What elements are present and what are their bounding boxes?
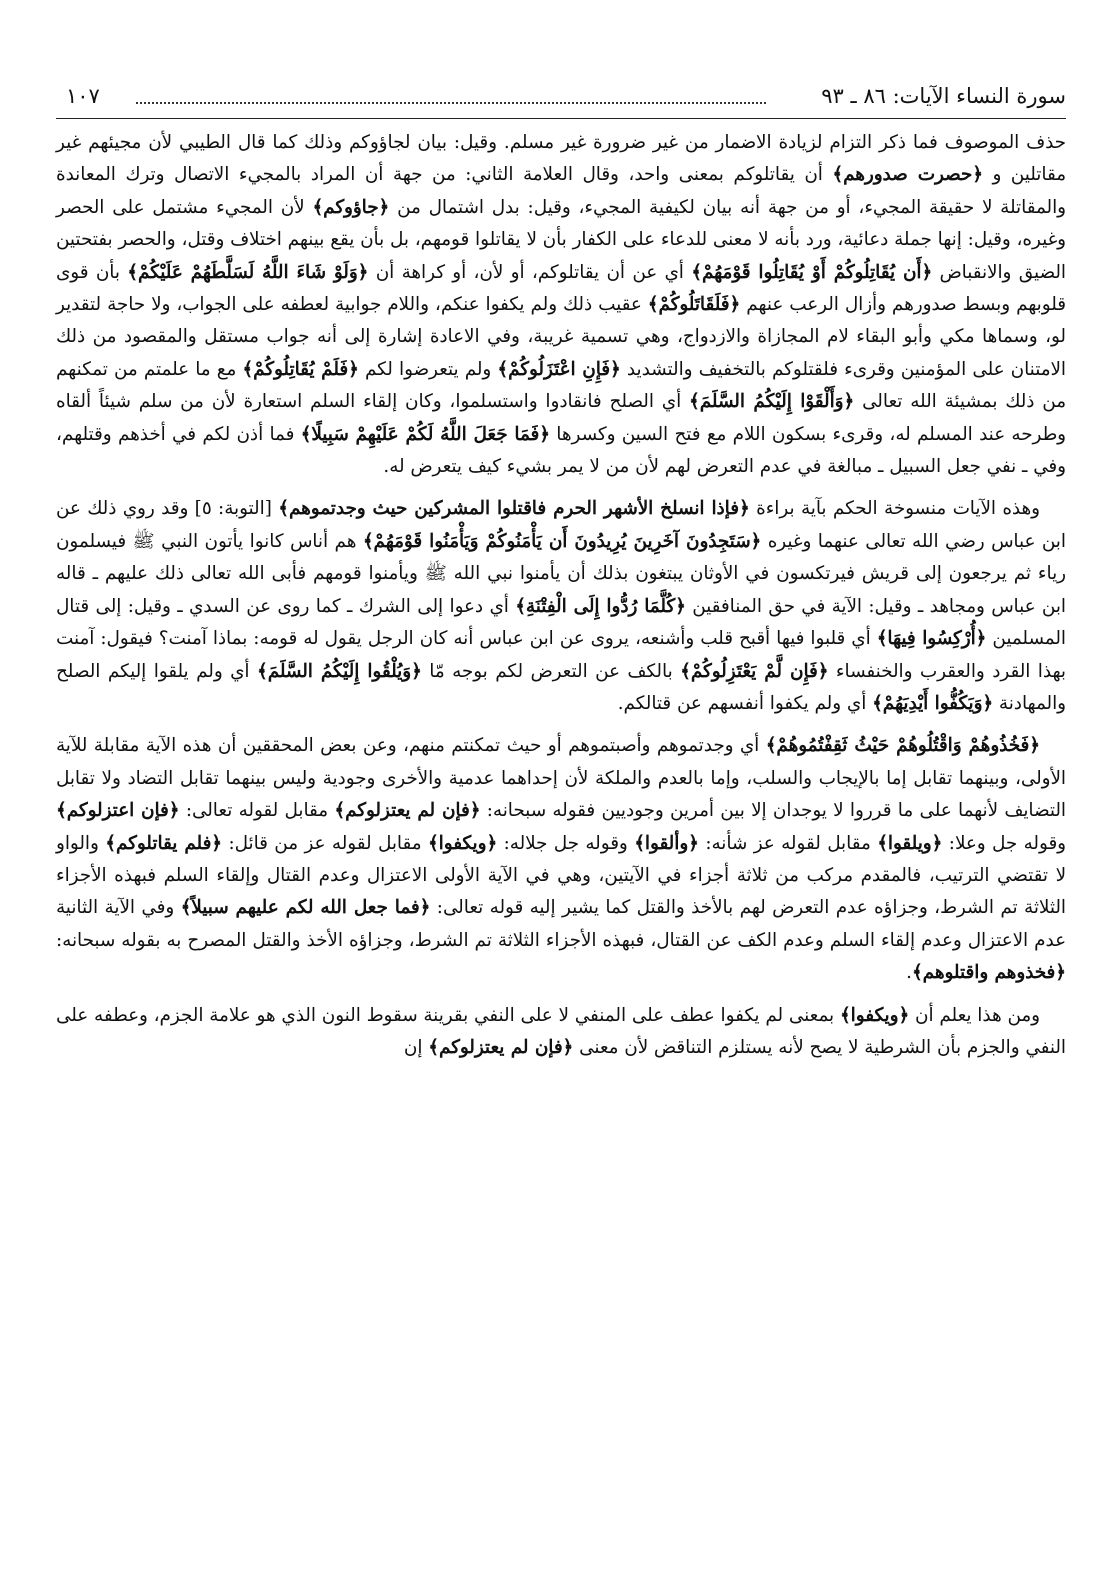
paragraph <box>56 493 1066 720</box>
text-run: لأن المجيء مشتمل على الحصر وغيره، وقيل: إنها جملة دعائية، ورد بأنه لا معنى للدعاء على الكفار بأن لا يقاتلوا قومهم، بل بأن يقع بينهم اختلاف وقتل، والحصر بفتحتين الضيق والانقباض <box>56 196 1066 283</box>
quran-quote: ﴿وَأَلْقَوْا إِلَيْكُمُ السَّلَمَ﴾ <box>689 391 855 413</box>
quran-quote: ﴿أُرْكِسُوا فِيهَا﴾ <box>876 628 987 650</box>
paragraph <box>56 1000 1066 1065</box>
text-run: حذف الموصوف فما ذكر التزام لزيادة الاضمار من غير ضرورة غير مسلم. وقيل: بيان لجاؤوكم وذلك كما قال الطيبي لأن مجيئهم غير مقاتلين و <box>56 132 1066 186</box>
page <box>56 78 1066 1074</box>
text-run: أي ولم يكفوا أنفسهم عن قتالكم. <box>617 692 873 714</box>
running-title: سورة النساء الآيات: ٨٦ ـ ٩٣ <box>821 84 1066 108</box>
quran-quote: ﴿فإذا انسلخ الأشهر الحرم فاقتلوا المشركين حيث وجدتموهم﴾ <box>278 498 750 520</box>
body-text <box>56 127 1066 1064</box>
text-run: وفي الآية الثانية عدم الاعتزال وعدم إلقاء السلم وعدم الكف عن القتال، فبهذه الأجزاء الثلاثة تم الشرط، وجزاؤه الأخذ والقتل المصرح به بقوله سبحانه: <box>56 897 1066 951</box>
quran-quote: ﴿ويلقوا﴾ <box>877 832 943 854</box>
text-run: [التوبة: ٥] وقد روي ذلك عن ابن عباس رضي الله تعالى عنهما وغيره <box>56 498 1066 552</box>
leader-dots <box>136 102 766 104</box>
text-run: وهذه الآيات منسوخة الحكم بآية براءة <box>749 498 1040 520</box>
quran-quote: ﴿وَيُلْقُوا إِلَيْكُمُ السَّلَمَ﴾ <box>256 660 422 682</box>
text-run: وقوله جل وعلا: <box>942 832 1067 854</box>
quran-quote: ﴿فإن اعتزلوكم﴾ <box>56 800 180 822</box>
text-run: أي وجدتموهم وأصبتموهم أو حيث تمكنتم منهم، وعن بعض المحققين أن هذه الآية مقابلة للآية الأولى، وبينهما تقابل إما بالإيجاب والسلب، وإما بالعدم والملكة لأن إحداهما عدمية والأخرى وجودية وليس بينهما تقابل التضاد ولا تقابل التضايف لأنهما على ما قرروا لا يوجدان إلا بين أمرين وجوديين فقوله سبحانه: <box>56 735 1066 822</box>
text-run: أي الصلح فانقادوا واستسلموا، وكان إلقاء السلم استعارة لأن من سلم شيئاً ألقاه وطرحه عند المسلم له، وقرىء بسكون اللام مع فتح السين وكسرها <box>56 391 1066 445</box>
quran-quote: ﴿فلم يقاتلوكم﴾ <box>105 832 223 854</box>
text-run: أي ولم يلقوا إليكم الصلح والمهادنة <box>56 660 1066 714</box>
text-run: ولم يتعرضوا لكم <box>358 358 498 380</box>
quran-quote: ﴿ويكفوا﴾ <box>839 1004 910 1026</box>
text-run: أي دعوا إلى الشرك ـ كما روى عن السدي ـ وقيل: إلى قتال المسلمين <box>56 595 1066 650</box>
page-header <box>56 78 1066 119</box>
quran-quote: ﴿فَإِن لَّمْ يَعْتَزِلُوكُمْ﴾ <box>680 660 829 682</box>
text-run: بأن قوى قلوبهم وبسط صدورهم وأزال الرعب عنهم <box>56 261 1066 316</box>
text-run: عقيب ذلك ولم يكفوا عنكم، واللام جوابية لعطفه على الجواب، ولا حاجة لتقدير لو، وسماها مكي وأبو البقاء لام المجازاة والازدواج، وهي تسمية غريبة، وفي الاعادة إشارة إلى أنه جواب مستقل والمقصود من ذلك الامتنان على المؤمنين وقرىء فلقتلوكم بالتخفيف والتشديد <box>56 294 1067 380</box>
quran-quote: ﴿فَلَمْ يُقَاتِلُوكُمْ﴾ <box>242 358 359 380</box>
quran-quote: ﴿كُلَّمَا رُدُّوا إِلَى الْفِتْنَةِ﴾ <box>515 595 686 617</box>
quran-quote: ﴿فخذوهم واقتلوهم﴾ <box>911 962 1066 984</box>
quran-quote: ﴿حصرت صدورهم﴾ <box>832 164 983 186</box>
quran-quote: ﴿فَإِنِ اعْتَزَلُوكُمْ﴾ <box>497 358 621 380</box>
text-run: فما أذن لكم في أخذهم وقتلهم، وفي ـ نفي جعل السبيل ـ مبالغة في عدم التعرض لهم لأن من لا يمر بشيء كيف يتعرض له. <box>56 423 1066 478</box>
text-run: إن <box>403 1036 429 1058</box>
quran-quote: ﴿جاؤوكم﴾ <box>312 196 390 218</box>
quran-quote: ﴿فَلَقَاتَلُوكُمْ﴾ <box>647 294 741 316</box>
text-run: مقابل لقوله عز شأنه: <box>698 832 878 854</box>
paragraph <box>56 127 1066 483</box>
quran-quote: ﴿فما جعل الله لكم عليهم سبيلاً﴾ <box>180 897 431 919</box>
text-run: هم أناس كانوا يأتون النبي ﷺ فيسلمون رياء ثم يرجعون إلى قريش فيرتكسون في الأوثان يبتغون بذلك أن يأمنوا نبي الله ﷺ ويأمنوا قومهم فأبى الله تعالى ذلك عليهم ـ قاله ابن عباس ومجاهد ـ وقيل: الآية في حق المنافقين <box>56 530 1066 617</box>
text-run: أي قلبوا فيها أقبح قلب وأشنعه، يروى عن ابن عباس أنه كان الرجل يقول له قومه: بماذا آمنت؟ فيقول: آمنت بهذا القرد والعقرب والخنفساء <box>56 628 1067 682</box>
quran-quote: ﴿فإن لم يعتزلوكم﴾ <box>428 1036 574 1058</box>
quran-quote: ﴿فَمَا جَعَلَ اللَّهُ لَكُمْ عَلَيْهِمْ سَبِيلًا﴾ <box>300 423 550 445</box>
text-run: مقابل لقوله عز من قائل: <box>222 832 428 854</box>
text-run: بمعنى لم يكفوا عطف على المنفي لا على النفي بقرينة سقوط النون الذي هو علامة الجزم، وعطفه على النفي والجزم بأن الشرطية لا يصح لأنه يستلزم التناقض لأن معنى <box>56 1004 1066 1058</box>
page-number: ١٠٧ <box>66 84 100 108</box>
quran-quote: ﴿ويكفوا﴾ <box>427 832 498 854</box>
paragraph <box>56 730 1066 989</box>
quran-quote: ﴿وَيَكُفُّوا أَيْدِيَهُمْ﴾ <box>872 692 994 714</box>
text-run: مقابل لقوله تعالى: <box>179 800 335 822</box>
quran-quote: ﴿فَخُذُوهُمْ وَاقْتُلُوهُمْ حَيْثُ ثَقِفْتُمُوهُمْ﴾ <box>765 735 1040 757</box>
text-run: والواو لا تقتضي الترتيب، فالمقدم مركب من ثلاثة أجزاء في الآيتين، وهي في الآية الأولى الاعتزال وعدم القتال وإلقاء السلم فبهذه الأجزاء الثلاثة تم الشرط، وجزاؤه عدم التعرض لهم بالأخذ والقتل كما يشير إليه قوله تعالى: <box>56 832 1066 919</box>
quran-quote: ﴿وألقوا﴾ <box>634 832 699 854</box>
quran-quote: ﴿فإن لم يعتزلوكم﴾ <box>334 800 481 822</box>
text-run: بالكف عن التعرض لكم بوجه مّا <box>421 660 681 682</box>
text-run: أي عن أن يقاتلوكم، أو لأن، أو كراهة أن <box>368 261 692 283</box>
text-run: ومن هذا يعلم أن <box>909 1004 1040 1026</box>
text-run: مع ما علمتم من تمكنهم من ذلك بمشيئة الله تعالى <box>56 358 1066 413</box>
quran-quote: ﴿وَلَوْ شَاءَ اللَّهُ لَسَلَّطَهُمْ عَلَيْكُمْ﴾ <box>127 261 369 283</box>
text-run: . <box>906 962 912 984</box>
text-run: أن يقاتلوكم بمعنى واحد، وقال العلامة الثاني: من جهة أن المراد بالمجيء الاتصال وترك المعاندة والمقاتلة لا حقيقة المجيء، أو من جهة أنه بيان لكيفية المجيء، وقيل: بدل اشتمال من <box>56 164 1066 218</box>
quran-quote: ﴿سَتَجِدُونَ آخَرِينَ يُرِيدُونَ أَن يَأْمَنُوكُمْ وَيَأْمَنُوا قَوْمَهُمْ﴾ <box>362 530 762 552</box>
text-run: وقوله جل جلاله: <box>497 832 635 854</box>
quran-quote: ﴿أَن يُقَاتِلُوكُمْ أَوْ يُقَاتِلُوا قَوْمَهُمْ﴾ <box>691 261 933 283</box>
